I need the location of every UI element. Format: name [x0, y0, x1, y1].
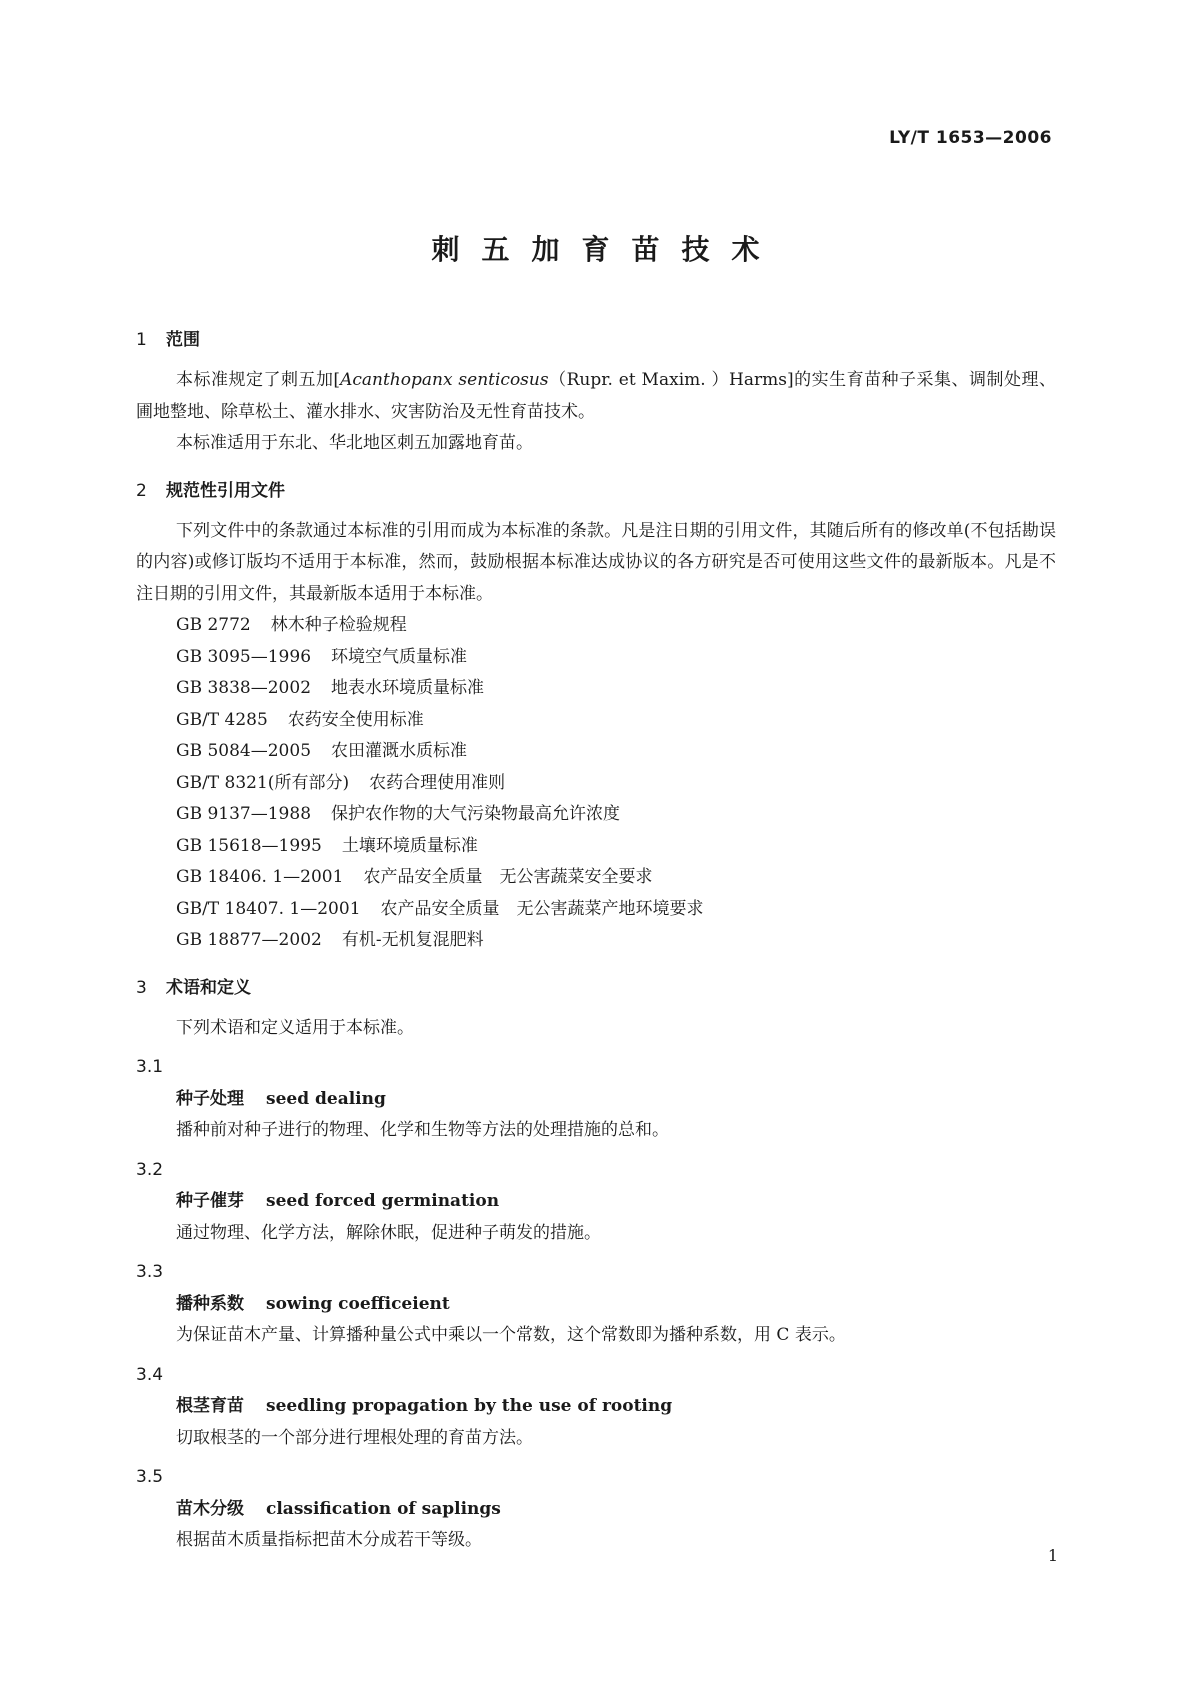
- reference-item: [136, 673, 1056, 705]
- reference-code: GB/T 4285: [176, 709, 268, 730]
- term-entry: [136, 1494, 1056, 1526]
- reference-code: GB/T 18407. 1—2001: [176, 898, 361, 919]
- term-zh: 播种系数: [176, 1293, 244, 1314]
- section-heading-1: [136, 325, 1056, 355]
- reference-code: GB 2772: [176, 615, 251, 635]
- term-definition: 根据苗木质量指标把苗木分成若干等级。: [176, 1530, 482, 1550]
- term-entry: [136, 1186, 1056, 1218]
- term-entry: [136, 1289, 1056, 1321]
- term-en: seedling propagation by the use of rooting: [266, 1396, 673, 1416]
- reference-code: GB 5084—2005: [176, 741, 312, 761]
- term-definition: 为保证苗木产量、计算播种量公式中乘以一个常数，这个常数即为播种系数，用 C 表示。: [176, 1325, 846, 1345]
- section-title: 规范性引用文件: [166, 480, 285, 501]
- reference-item: [136, 925, 1056, 957]
- reference-name: 林木种子检验规程: [270, 615, 407, 635]
- term-zh: 种子处理: [176, 1088, 244, 1109]
- reference-code: GB/T 8321(所有部分): [176, 772, 350, 793]
- reference-code: GB 3838—2002: [176, 678, 312, 698]
- section-heading-3: [136, 973, 1056, 1003]
- standard-code: LY/T 1653—2006: [889, 128, 1052, 148]
- term-en: classification of saplings: [266, 1498, 501, 1519]
- references-intro: 下列文件中的条款通过本标准的引用而成为本标准的条款。凡是注日期的引用文件，其随后所有的修改单(不包括勘误的内容)或修订版均不适用于本标准，然而，鼓励根据本标准达成协议的各方研究是否可使用这些文件的最新版本。凡是不注日期的引用文件，其最新版本适用于本标准。: [136, 520, 1056, 604]
- reference-item: [136, 894, 1056, 926]
- term-number: 3.1: [136, 1057, 164, 1077]
- section-heading-2: [136, 476, 1056, 506]
- reference-item: [136, 768, 1056, 800]
- reference-name: 地表水环境质量标准: [331, 678, 485, 698]
- term-definition: 播种前对种子进行的物理、化学和生物等方法的处理措施的总和。: [176, 1120, 669, 1140]
- reference-item: [136, 705, 1056, 737]
- terms-intro: 下列术语和定义适用于本标准。: [176, 1017, 414, 1038]
- section-number: 1: [136, 330, 147, 350]
- document-title: 刺五加育苗技术: [431, 233, 782, 266]
- reference-name: 农药合理使用准则: [369, 772, 506, 793]
- scope-latin-name: Acanthopanx senticosus: [340, 370, 549, 390]
- term-number: 3.3: [136, 1262, 164, 1282]
- term-zh: 种子催芽: [176, 1191, 244, 1211]
- reference-name: 农田灌溉水质标准: [331, 741, 468, 761]
- term-zh: 根茎育苗: [176, 1396, 244, 1416]
- reference-name: 有机-无机复混肥料: [341, 930, 484, 950]
- reference-code: GB 15618—1995: [176, 835, 322, 856]
- reference-name: 环境空气质量标准: [331, 646, 468, 667]
- section-number: 3: [136, 977, 147, 998]
- term-zh: 苗木分级: [176, 1498, 244, 1519]
- reference-item: [136, 862, 1056, 894]
- page-number: 1: [1047, 1546, 1058, 1565]
- term-definition: 通过物理、化学方法，解除休眠，促进种子萌发的措施。: [176, 1222, 601, 1243]
- scope-paragraph: [136, 365, 1056, 428]
- term-number: 3.4: [136, 1364, 164, 1385]
- reference-item: [136, 831, 1056, 863]
- term-definition: 切取根茎的一个部分进行埋根处理的育苗方法。: [176, 1427, 533, 1448]
- reference-name: 农产品安全质量 无公害蔬菜产地环境要求: [380, 898, 704, 919]
- term-en: seed forced germination: [266, 1191, 500, 1211]
- term-number: 3.5: [136, 1467, 164, 1487]
- section-title: 范围: [166, 330, 200, 350]
- term-number: 3.2: [136, 1159, 164, 1180]
- term-en: seed dealing: [266, 1088, 386, 1109]
- reference-code: GB 18406. 1—2001: [176, 867, 344, 887]
- reference-code: GB 3095—1996: [176, 646, 312, 667]
- scope-text-end: （Rupr. et Maxim. ）Harms]的实生育苗种子采集、调制处理、圃地整地、除草松土、灌水排水、灾害防治及无性育苗技术。: [136, 370, 1056, 422]
- term-entry: [136, 1391, 1056, 1423]
- reference-name: 农产品安全质量 无公害蔬菜安全要求: [363, 867, 653, 887]
- reference-name: 农药安全使用标准: [287, 709, 424, 730]
- reference-item: [136, 610, 1056, 642]
- scope-text-start: 本标准规定了刺五加[: [176, 370, 341, 390]
- document-body: [136, 325, 1056, 1557]
- reference-item: [136, 799, 1056, 831]
- reference-code: GB 18877—2002: [176, 930, 322, 950]
- reference-code: GB 9137—1988: [176, 804, 312, 824]
- section-title: 术语和定义: [166, 977, 251, 998]
- reference-name: 保护农作物的大气污染物最高允许浓度: [331, 804, 621, 824]
- section-number: 2: [136, 480, 147, 501]
- reference-item: [136, 642, 1056, 674]
- reference-item: [136, 736, 1056, 768]
- applicability-paragraph: 本标准适用于东北、华北地区刺五加露地育苗。: [176, 433, 533, 453]
- reference-name: 土壤环境质量标准: [341, 835, 478, 856]
- term-en: sowing coefficeient: [266, 1293, 450, 1314]
- term-entry: [136, 1084, 1056, 1116]
